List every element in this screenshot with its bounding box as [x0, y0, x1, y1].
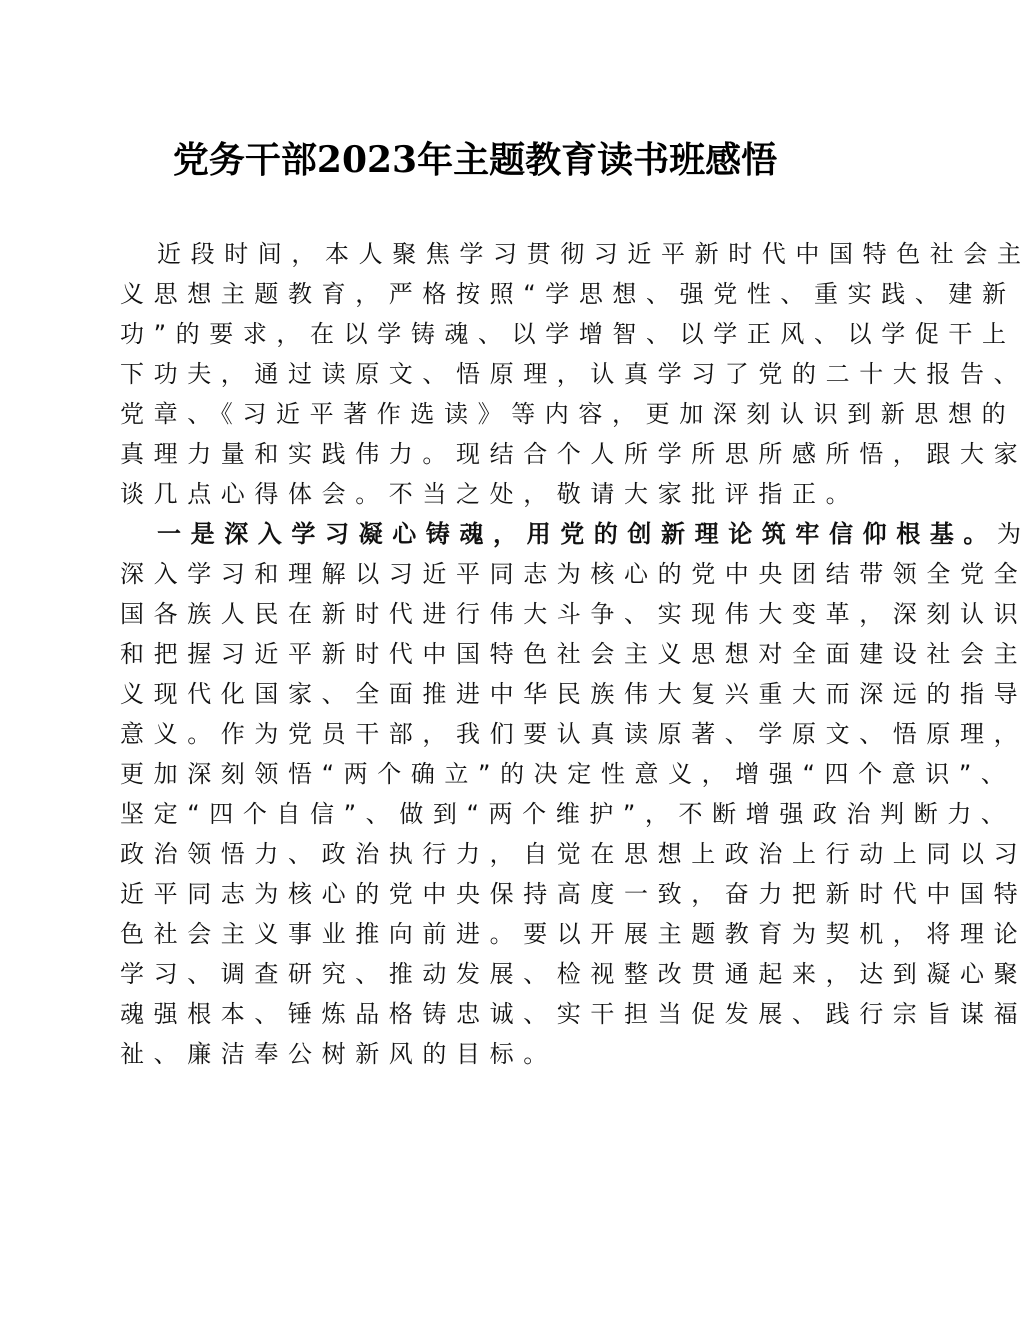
- document-body: [120, 234, 1031, 1074]
- text-line: 真理力量和实践伟力。现结合个人所学所思所感所悟，跟大家: [120, 440, 1028, 468]
- text-line: 功”的要求，在以学铸魂、以学增智、以学正风、以学促干上: [120, 320, 1016, 348]
- text-line: [120, 514, 1031, 554]
- text-line: 祉、廉洁奉公树新风的目标。: [120, 1040, 557, 1068]
- text-fragment: 为: [997, 520, 1031, 548]
- section-heading: 一是深入学习凝心铸魂，用党的创新理论筑牢信仰根基。: [157, 520, 997, 548]
- text-line: 义现代化国家、全面推进中华民族伟大复兴重大而深远的指导: [120, 680, 1028, 708]
- text-line: 义思想主题教育，严格按照“学思想、强党性、重实践、建新: [120, 280, 1016, 308]
- text-line: 下功夫，通过读原文、悟原理，认真学习了党的二十大报告、: [120, 360, 1028, 388]
- text-line: 魂强根本、锤炼品格铸忠诚、实干担当促发展、践行宗旨谋福: [120, 1000, 1028, 1028]
- text-line: 更加深刻领悟“两个确立”的决定性意义，增强“四个意识”、: [120, 760, 1015, 788]
- text-line: 和把握习近平新时代中国特色社会主义思想对全面建设社会主: [120, 640, 1028, 668]
- paragraph-point-one: [120, 514, 1031, 1074]
- text-line: 色社会主义事业推向前进。要以开展主题教育为契机，将理论: [120, 920, 1028, 948]
- text-line: 意义。作为党员干部，我们要认真读原著、学原文、悟原理，: [120, 720, 1028, 748]
- text-line: 学习、调查研究、推动发展、检视整改贯通起来，达到凝心聚: [120, 960, 1028, 988]
- text-line: 近段时间，本人聚焦学习贯彻习近平新时代中国特色社会主: [157, 240, 1031, 268]
- document-title: 党务干部2023年主题教育读书班感悟: [172, 139, 778, 181]
- text-line: 政治领悟力、政治执行力，自觉在思想上政治上行动上同以习: [120, 840, 1028, 868]
- text-line: 党章、《习近平著作选读》等内容，更加深刻认识到新思想的: [120, 400, 1016, 428]
- text-line: 国各族人民在新时代进行伟大斗争、实现伟大变革，深刻认识: [120, 600, 1028, 628]
- text-line: 深入学习和理解以习近平同志为核心的党中央团结带领全党全: [120, 560, 1028, 588]
- paragraph-intro: [120, 234, 1031, 514]
- text-line: 坚定“四个自信”、做到“两个维护”，不断增强政治判断力、: [120, 800, 1015, 828]
- text-line: 近平同志为核心的党中央保持高度一致，奋力把新时代中国特: [120, 880, 1028, 908]
- text-line: 谈几点心得体会。不当之处，敬请大家批评指正。: [120, 480, 860, 508]
